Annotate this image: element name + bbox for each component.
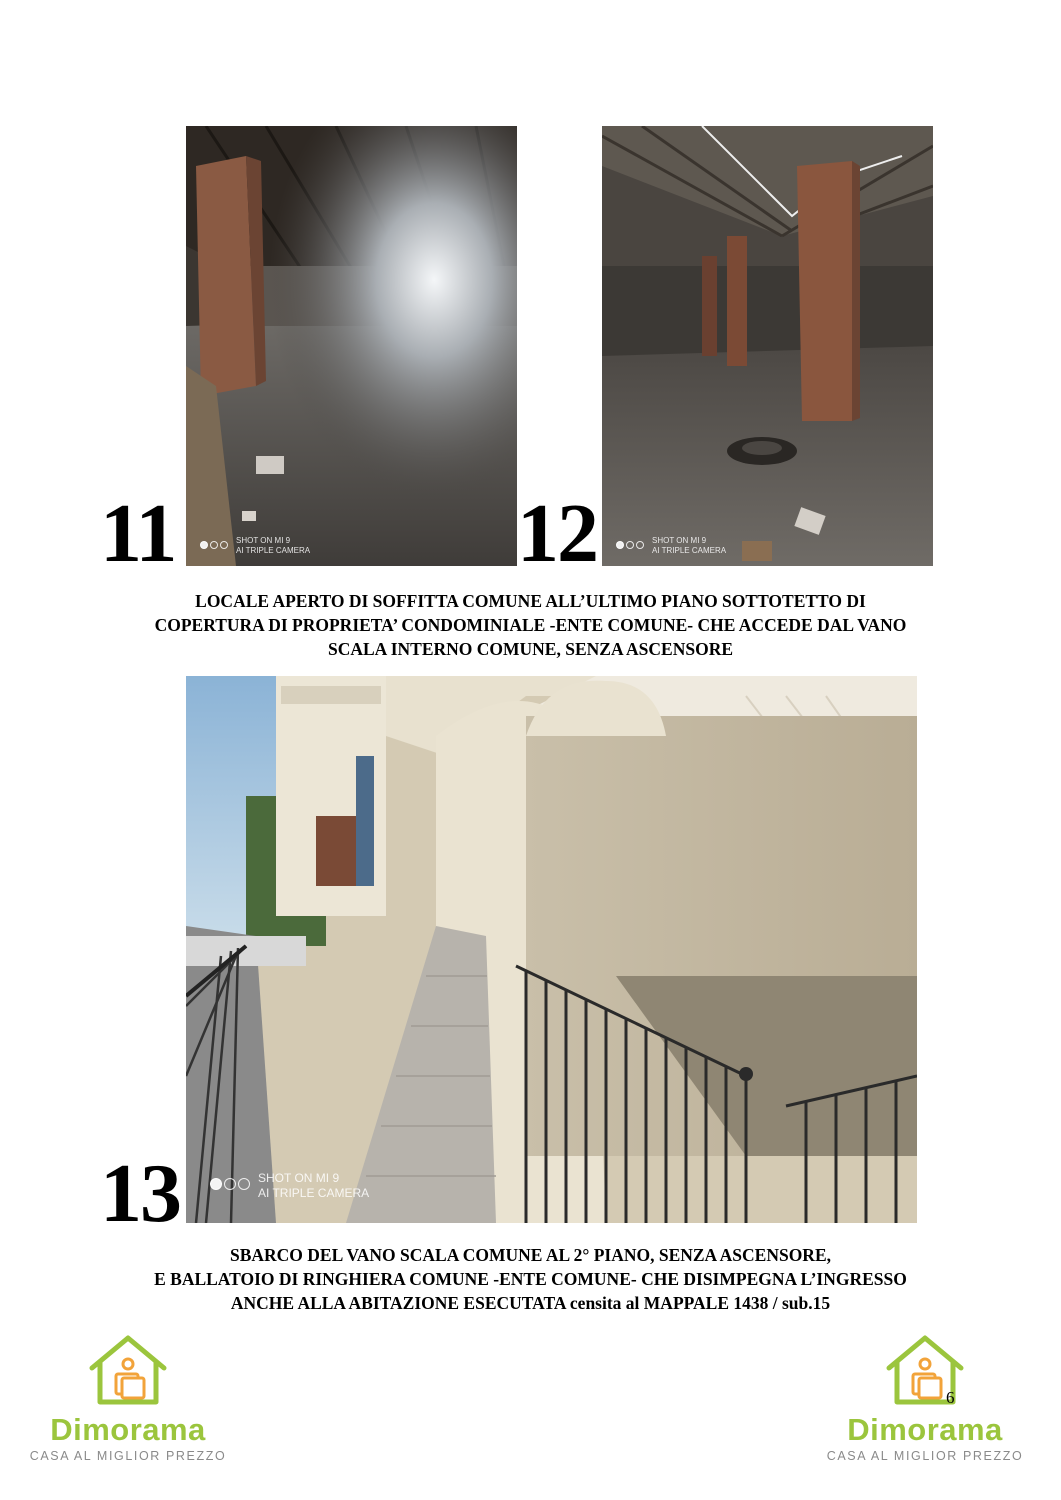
logo-tagline: CASA AL MIGLIOR PREZZO [826,1449,1024,1463]
camera-dots-icon [210,1178,252,1194]
photo-12-attic [602,126,933,566]
shot-on-mi9-watermark: SHOT ON MI 9 AI TRIPLE CAMERA [210,1171,369,1201]
shot-on-mi9-watermark: SHOT ON MI 9 AI TRIPLE CAMERA [200,536,310,556]
photo-11-attic [186,126,517,566]
logo-tagline: CASA AL MIGLIOR PREZZO [29,1449,227,1463]
caption-photo-13: SBARCO DEL VANO SCALA COMUNE AL 2° PIANO, SENZA ASCENSORE, E BALLATOIO DI RINGHIERA COMUNE -ENTE COMUNE- CHE DISIMPEGNA L’INGRESSO ANCHE ALLA ABITAZIONE ESECUTATA censita al MAPPALE 1438 / sub.15 [154,1245,907,1313]
attic-photo-image [602,126,933,566]
photo-number-13: 13 [100,1147,180,1240]
attic-photo-image [186,126,517,566]
page-number: 6 [946,1388,955,1407]
caption-photos-11-12: LOCALE APERTO DI SOFFITTA COMUNE ALL’ULTIMO PIANO SOTTOTETTO DI COPERTURA DI PROPRIETA’ CONDOMINIALE -ENTE COMUNE- CHE ACCEDE DAL VANO SCALA INTERNO COMUNE, SENZA ASCENSORE [154,591,907,659]
camera-dots-icon [616,541,646,552]
house-logo-icon [86,1332,170,1408]
logo-brand-name: Dimorama [50,1412,206,1447]
photo-13-balcony [186,676,917,1223]
dimorama-logo-left [18,1332,238,1463]
photo-number-12: 12 [517,487,597,580]
dimorama-logo-right [815,1332,1035,1463]
logo-brand-name: Dimorama [847,1412,1003,1447]
photo-number-11: 11 [100,487,176,580]
camera-dots-icon [200,541,230,552]
shot-on-mi9-watermark: SHOT ON MI 9 AI TRIPLE CAMERA [616,536,726,556]
balcony-photo-image [186,676,917,1223]
